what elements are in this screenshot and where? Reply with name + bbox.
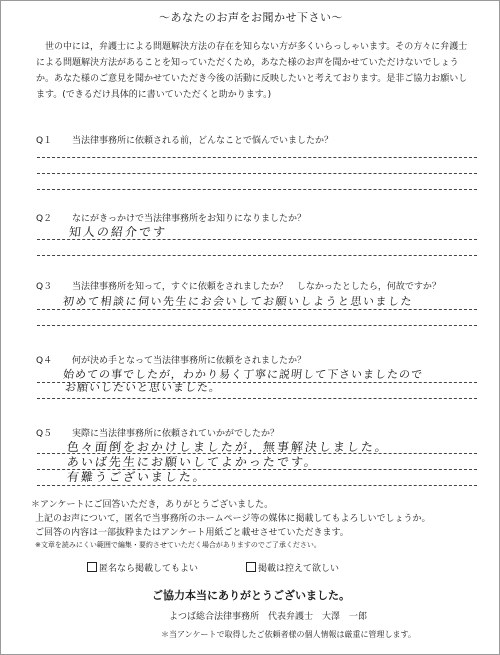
option-decline[interactable] [246,561,339,574]
question-4-number: Q４ [36,356,53,366]
handwritten-answer: 色々面倒をおかけしましたが，無事解決しました。 [66,440,390,454]
question-5-text: 実際に当法律事務所に依頼されていかがでしたか？ [72,429,280,439]
firm-name: よつば総合法律事務所 代表弁護士 大澤 一郎 [169,612,368,622]
answer-line [37,173,477,174]
answer-line [37,309,477,310]
option-decline-label: 掲載は控えて欲しい [258,564,340,574]
answer-line [37,398,477,399]
checkbox-icon[interactable] [87,562,97,572]
answer-line [37,255,477,256]
question-1-number: Q１ [36,136,53,146]
question-4 [36,353,306,366]
answer-line [37,189,477,190]
edit-note: ※文章を読みにくい範囲で編集・要約させていただく場合がありますのでご了承ください。 [35,541,321,549]
intro-paragraph: 世の中には，弁護士による問題解決方法の存在を知らない方が多くいらっしゃいます。その方々に弁護士による問題解決方法があることを知っていただくため，あなた様のお声を聞かせていただけないでしょうか。あなた様のご意見を聞かせていただき今後の活動に反映したいと考えております。是非ご協力お願いします。(できるだけ具体的に書いていただくと助かります。) [36,42,468,100]
handwritten-answer: あいば先生にお願いしてよかったです。 [66,455,319,469]
option-anonymous-label: 匿名なら掲載してもよい [99,564,199,574]
question-4-text: 何が決め手となって当法律事務所に依頼をされましたか？ [72,356,307,366]
question-3 [36,279,441,292]
answer-line [37,157,477,158]
handwritten-answer: 初めて相談に伺い先生にお会いしてお願いしようと思いました [62,295,414,308]
answer-line [37,325,477,326]
question-2-text: なにがきっかけで当法律事務所をお知りになりましたか？ [72,214,307,224]
answer-line [37,239,477,240]
checkbox-icon[interactable] [246,562,256,572]
consent-question: 上記のお声について，匿名で当事務所のホームページ等の媒体に掲載してもよろしいでしょうか。 [35,514,431,524]
privacy-note: ＊当アンケートで取得したご依頼者様の個人情報は厳重に管理します。 [161,630,416,639]
closing-thanks: ご協力本当にありがとうございました。 [152,589,350,602]
question-3-number: Q３ [36,282,53,292]
handwritten-answer: お願いしたいと思いました。 [64,381,222,394]
thanks-note: ＊アンケートにご回答いただき，ありがとうございました。 [31,500,274,510]
question-2-number: Q２ [36,214,53,224]
question-3-text: 当法律事務所を知って，すぐに依頼をされましたか？ しなかったとしたら，何故ですか？ [72,282,441,292]
option-anonymous[interactable] [87,561,198,574]
question-1 [36,133,333,146]
handwritten-answer: 有難うございました。 [66,470,208,484]
survey-title: ～あなたのお声をお聞かせ下さい～ [159,11,343,24]
answer-line [37,485,477,486]
handwritten-answer: 始めての事でしたが，わかり易く丁寧に説明して下さいましたので [62,368,424,381]
consent-detail: ご回答の内容は一部抜粋またはアンケート用紙ごと載せさせていただきます。 [35,528,349,538]
question-5-number: Q５ [36,429,53,439]
question-1-text: 当法律事務所に依頼される前，どんなことで悩んでいましたか？ [72,136,334,146]
handwritten-answer: 知人の紹介です [68,225,168,239]
